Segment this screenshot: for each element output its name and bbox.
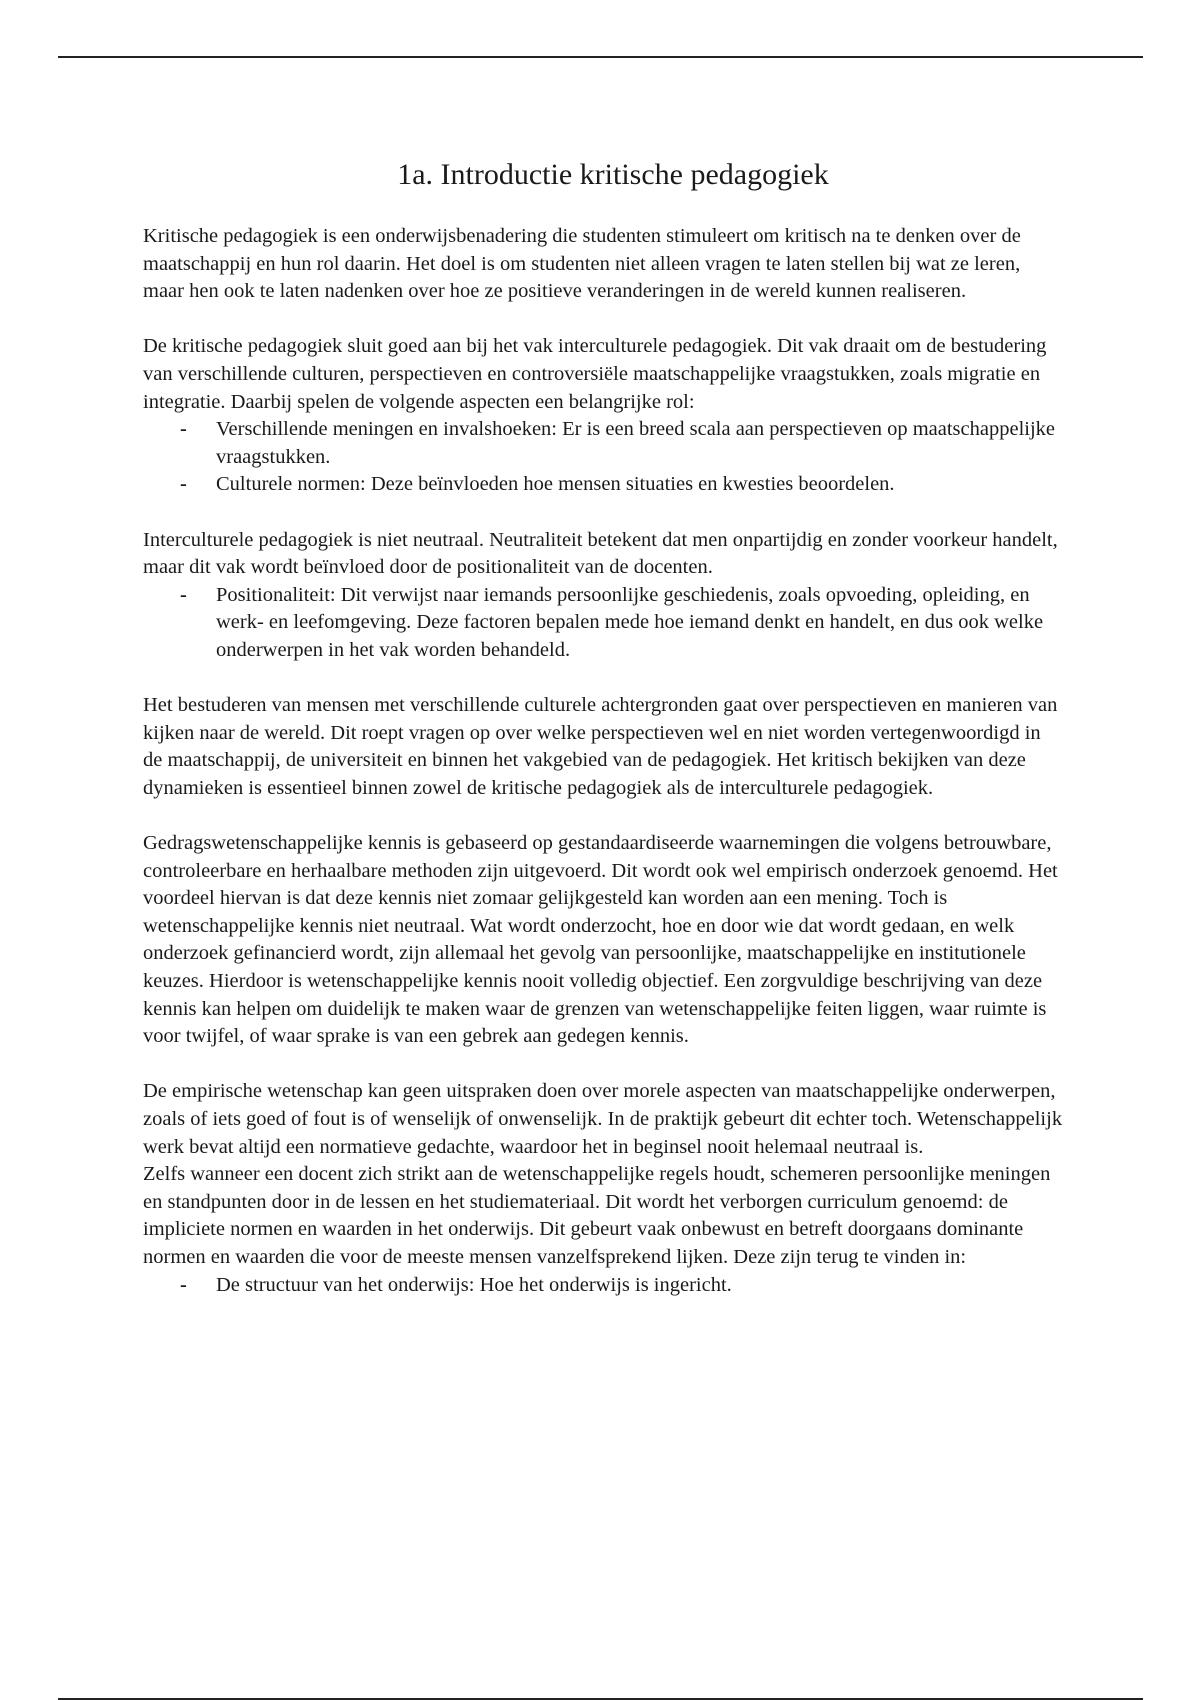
paragraph-perspectives: Het bestuderen van mensen met verschillende culturele achtergronden gaat over perspectieven en manieren van kijken naar de wereld. Dit roept vragen op over welke perspectieven wel en niet worden vertegenwoordigd in de maatschappij, de universiteit en binnen het vakgebied van de pedagogiek. Het kritisch bekijken van deze dynamieken is essentieel binnen zowel de kritische pedagogiek als de interculturele pedagogiek. xyxy=(143,694,1058,799)
positionality-list xyxy=(143,582,1063,665)
paragraph-intro: Kritische pedagogiek is een onderwijsbenadering die studenten stimuleert om kritisch na te denken over de maatschappij en hun rol daarin. Het doel is om studenten niet alleen vragen te laten stellen bij wat ze leren, maar hen ook te laten nadenken over hoe ze positieve veranderingen in de wereld kunnen realiseren. xyxy=(143,225,1021,303)
document-body xyxy=(143,155,1063,1299)
paragraph-gap xyxy=(143,499,1063,527)
paragraph-empirical-science: De empirische wetenschap kan geen uitspraken doen over morele aspecten van maatschappelijke onderwerpen, zoals of iets goed of fout is of wenselijk of onwenselijk. In de praktijk gebeurt dit echter toch. Wetenschappelijk werk bevat altijd een normatieve gedachte, waardoor het in beginsel nooit helemaal neutraal is. xyxy=(143,1080,1063,1158)
list-item xyxy=(180,416,1063,471)
list-item-text: Culturele normen: Deze beïnvloeden hoe mensen situaties en kwesties beoordelen. xyxy=(216,473,895,496)
dash-bullet: - xyxy=(180,583,187,606)
paragraph-neutrality: Interculturele pedagogiek is niet neutraal. Neutraliteit betekent dat men onpartijdig en zonder voorkeur handelt, maar dit vak wordt beïnvloed door de positionaliteit van de docenten. xyxy=(143,528,1058,579)
paragraph-hidden-curriculum: Zelfs wanneer een docent zich strikt aan de wetenschappelijke regels houdt, schemeren persoonlijke meningen en standpunten door in de lessen en het studiemateriaal. Dit wordt het verborgen curriculum genoemd: de impliciete normen en waarden in het onderwijs. Dit gebeurt vaak onbewust en betreft doorgaans dominante normen en waarden die voor de meeste mensen vanzelfsprekend lijken. Deze zijn terug te vinden in: xyxy=(143,1163,1051,1268)
paragraph-gap xyxy=(143,802,1063,830)
paragraph-gap xyxy=(143,665,1063,693)
top-rule xyxy=(58,56,1143,58)
dash-bullet: - xyxy=(180,418,187,441)
aspects-list xyxy=(143,416,1063,499)
list-item xyxy=(180,1272,1063,1300)
dash-bullet: - xyxy=(180,1273,187,1296)
dash-bullet: - xyxy=(180,473,187,496)
list-item-text: De structuur van het onderwijs: Hoe het onderwijs is ingericht. xyxy=(216,1273,732,1296)
list-item-text: Positionaliteit: Dit verwijst naar iemands persoonlijke geschiedenis, zoals opvoeding, opleiding, en werk- en leefomgeving. Deze factoren bepalen mede hoe iemand denkt en handelt, en dus ook welke onderwerpen in het vak worden behandeld. xyxy=(216,583,1044,661)
list-item xyxy=(180,471,1063,499)
list-item-text: Verschillende meningen en invalshoeken: Er is een breed scala aan perspectieven op maatschappelijke vraagstukken. xyxy=(216,418,1056,468)
paragraph-gap xyxy=(143,1051,1063,1079)
paragraph-behavioral-science: Gedragswetenschappelijke kennis is gebaseerd op gestandaardiseerde waarnemingen die volgens betrouwbare, controleerbare en herhaalbare methoden zijn uitgevoerd. Dit wordt ook wel empirisch onderzoek genoemd. Het voordeel hiervan is dat deze kennis niet zomaar gelijkgesteld kan worden aan een mening. Toch is wetenschappelijke kennis niet neutraal. Wat wordt onderzocht, hoe en door wie dat wordt gedaan, en welk onderzoek gefinancierd wordt, zijn allemaal het gevolg van persoonlijke, maatschappelijke en institutionele keuzes. Hierdoor is wetenschappelijke kennis nooit volledig objectief. Een zorgvuldige beschrijving van deze kennis kan helpen om duidelijk te maken waar de grenzen van wetenschappelijke feiten liggen, waar ruimte is voor twijfel, of waar sprake is van een gebrek aan gedegen kennis. xyxy=(143,832,1058,1048)
paragraph-gap xyxy=(143,306,1063,334)
paragraph-intercultural: De kritische pedagogiek sluit goed aan bij het vak interculturele pedagogiek. Dit vak draait om de bestudering van verschillende culturen, perspectieven en controversiële maatschappelijke vraagstukken, zoals migratie en integratie. Daarbij spelen de volgende aspecten een belangrijke rol: xyxy=(143,335,1047,413)
curriculum-list xyxy=(143,1272,1063,1300)
list-item xyxy=(180,582,1063,665)
document-title: 1a. Introductie kritische pedagogiek xyxy=(397,158,829,191)
